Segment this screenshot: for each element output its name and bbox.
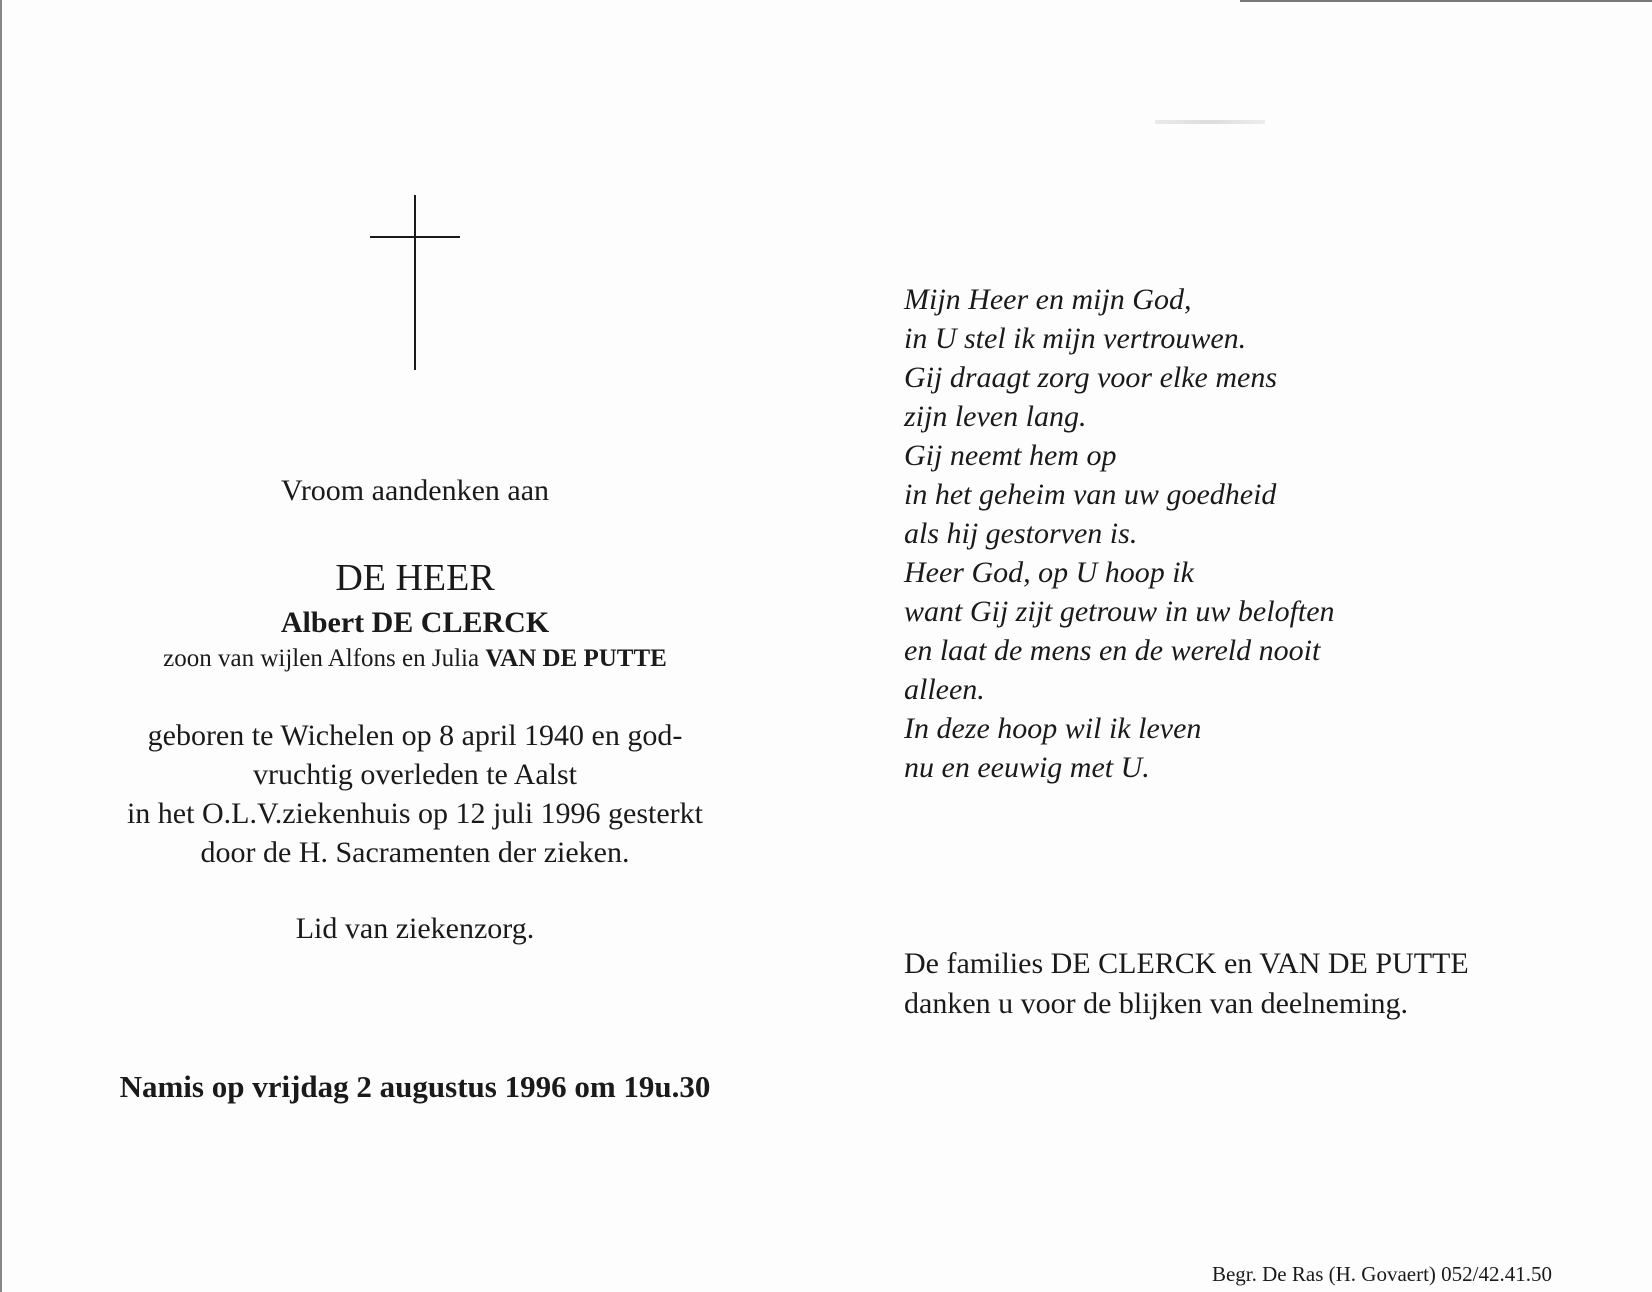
- prayer-line: In deze hoop wil ik leven: [904, 712, 1202, 745]
- parents-surname: VAN DE PUTTE: [485, 645, 667, 672]
- printer-credit: Begr. De Ras (H. Govaert) 052/42.41.50: [1211, 1262, 1552, 1286]
- thanks-line: danken u voor de blijken van deelneming.: [904, 987, 1409, 1020]
- cross-icon: [370, 195, 460, 370]
- prayer-line: Gij neemt hem op: [904, 439, 1117, 472]
- birth-death-line: geboren te Wichelen op 8 april 1940 en god-: [147, 719, 683, 752]
- prayer-line: en laat de mens en de wereld nooit: [904, 634, 1321, 667]
- membership-line: Lid van ziekenzorg.: [295, 912, 535, 945]
- parents-prefix: zoon van wijlen Alfons en Julia: [163, 645, 486, 672]
- deceased-name: Albert DE CLERCK: [280, 606, 550, 639]
- prayer-line: zijn leven lang.: [904, 400, 1087, 433]
- prayer-line: Gij draagt zorg voor elke mens: [904, 361, 1278, 394]
- prayer-line: als hij gestorven is.: [904, 517, 1138, 550]
- prayer-line: Heer God, op U hoop ik: [904, 556, 1194, 589]
- memorial-title: DE HEER: [335, 557, 495, 599]
- scan-top-edge: [1240, 0, 1652, 2]
- birth-death-line: in het O.L.V.ziekenhuis op 12 juli 1996 gesterkt: [126, 797, 704, 830]
- prayer-line: in U stel ik mijn vertrouwen.: [904, 322, 1247, 355]
- prayer-line: want Gij zijt getrouw in uw beloften: [904, 595, 1335, 628]
- birth-death-line: vruchtig overleden te Aalst: [252, 758, 578, 791]
- birth-death-paragraph: [70, 716, 760, 872]
- prayer-line: alleen.: [904, 673, 985, 706]
- service-line: Namis op vrijdag 2 augustus 1996 om 19u.30: [119, 1069, 711, 1104]
- parents-line: [70, 645, 760, 673]
- prayer-line: in het geheim van uw goedheid: [904, 478, 1277, 511]
- prayer-text: [904, 280, 1335, 787]
- print-smudge: [1155, 120, 1265, 124]
- prayer-line: Mijn Heer en mijn God,: [904, 283, 1192, 316]
- prayer-line: nu en eeuwig met U.: [904, 751, 1150, 784]
- thanks-line: De families DE CLERCK en VAN DE PUTTE: [904, 947, 1469, 980]
- thanks-text: [904, 944, 1469, 1024]
- memorial-intro: Vroom aandenken aan: [280, 474, 550, 507]
- scan-edge: [0, 0, 2, 1292]
- birth-death-line: door de H. Sacramenten der zieken.: [200, 836, 630, 869]
